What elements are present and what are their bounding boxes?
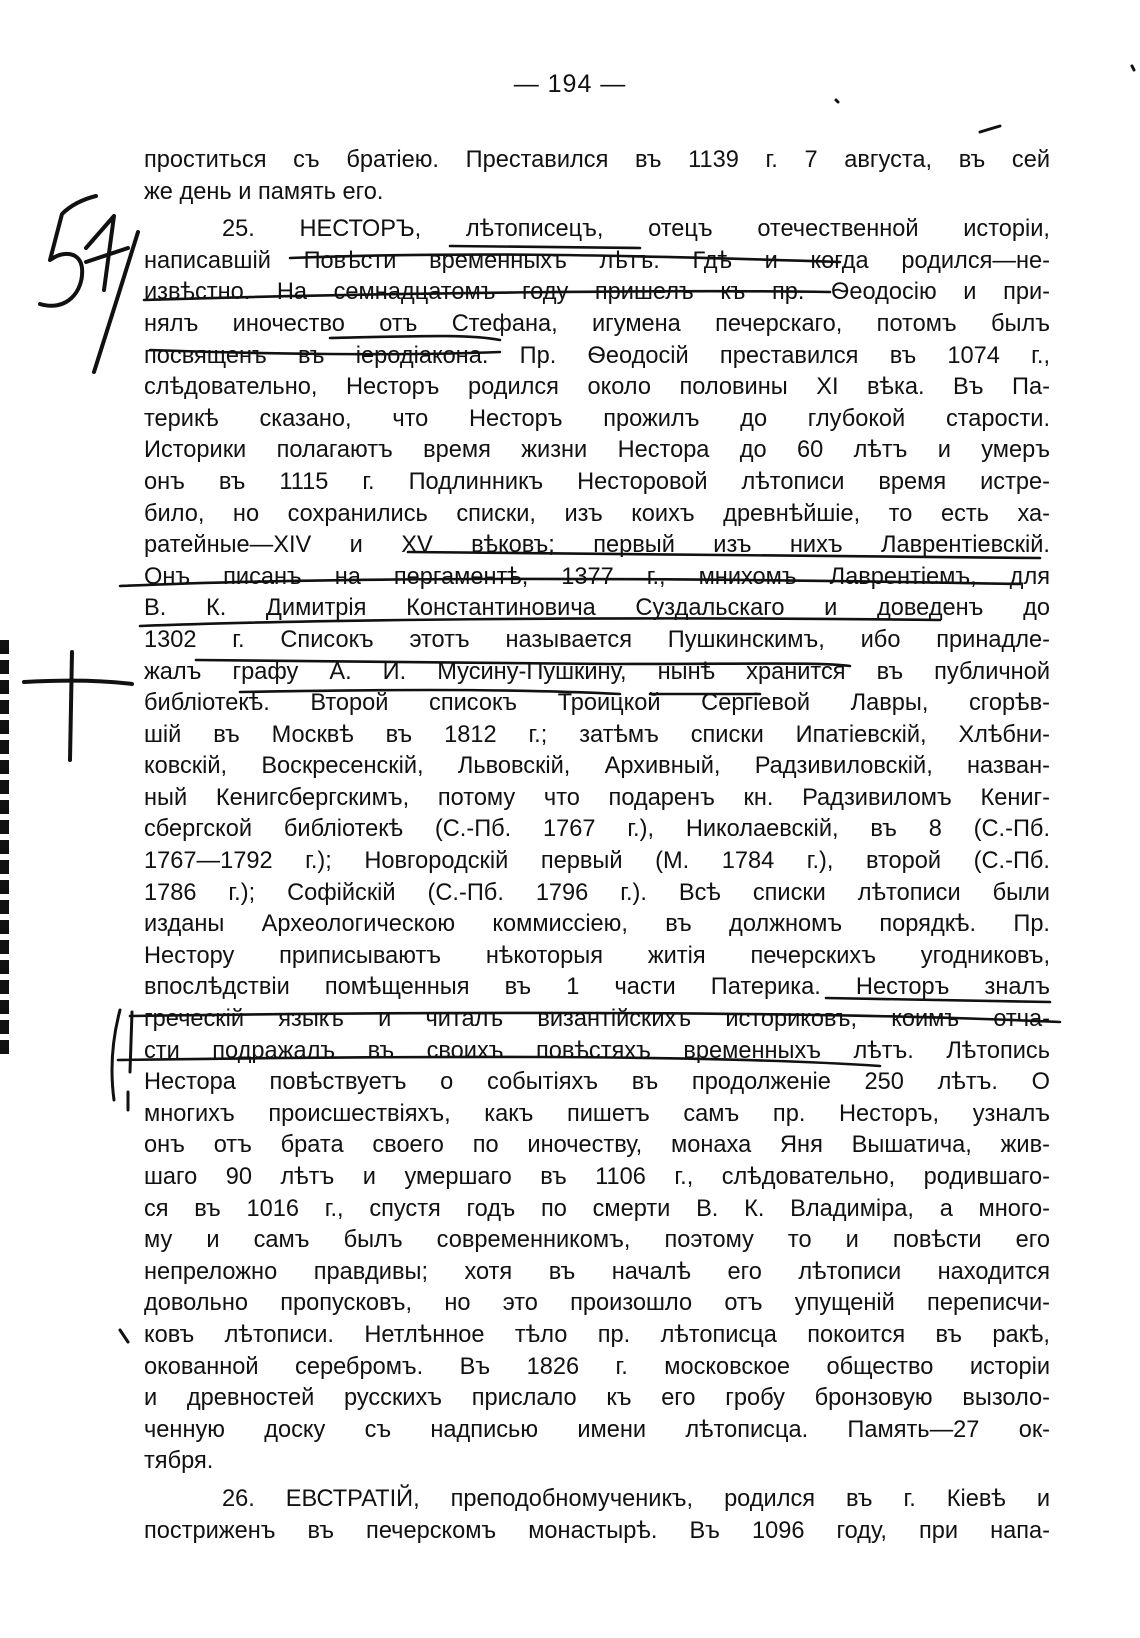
text-line: ковскій, Воскресенскій, Львовскій, Архивный, Радзивиловскій, назван- bbox=[144, 753, 1050, 780]
text-line: постриженъ въ печерскомъ монастырѣ. Въ 1096 году, при напа- bbox=[144, 1517, 1050, 1544]
text-line: ковъ лѣтописи. Нетлѣнное тѣло пр. лѣтописца покоится въ ракѣ, bbox=[144, 1321, 1050, 1348]
text-line: довольно пропусковъ, но это произошло отъ упущеній переписчи- bbox=[144, 1290, 1050, 1317]
text-line: 1302 г. Списокъ этотъ называется Пушкинскимъ, ибо принадле- bbox=[144, 626, 1050, 653]
text-line: многихъ происшествіяхъ, какъ пишетъ самъ пр. Несторъ, узналъ bbox=[144, 1100, 1050, 1127]
text-line: ся въ 1016 г., спустя годъ по смерти В. К. Владиміра, а много- bbox=[144, 1195, 1050, 1222]
handwritten-margin-note bbox=[40, 196, 138, 372]
page-number: — 194 — bbox=[513, 70, 627, 98]
text-line: тября. bbox=[144, 1448, 214, 1475]
text-line: нялъ иночество отъ Стефана, игумена печерскаго, потомъ былъ bbox=[144, 310, 1050, 337]
text-line: шій въ Москвѣ въ 1812 г.; затѣмъ списки Ипатіевскій, Хлѣбни- bbox=[144, 721, 1050, 748]
cross-mark bbox=[24, 652, 132, 760]
paragraph-evstratiy bbox=[144, 1484, 1050, 1547]
text-line: изданы Археологическою коммиссіею, въ должномъ порядкѣ. Пр. bbox=[144, 911, 1050, 938]
text-line: Историки полагаютъ время жизни Нестора до 60 лѣтъ и умеръ bbox=[144, 437, 1050, 464]
text-line: Нестору приписываютъ нѣкоторыя житія печерскихъ угодниковъ, bbox=[144, 942, 1050, 969]
text-line: жалъ графу А. И. Мусину-Пушкину, нынѣ хранится въ публичной bbox=[144, 658, 1050, 685]
text-line: сбергской библіотекѣ (С.-Пб. 1767 г.), Николаевскій, въ 8 (С.-Пб. bbox=[144, 816, 1050, 843]
text-line: ратейные—XIV и XV вѣковъ; первый изъ нихъ Лаврентіевскій. bbox=[144, 532, 1050, 559]
text-line: и древностей русскихъ прислало къ его гробу бронзовую вызоло- bbox=[144, 1385, 1050, 1412]
text-line: написавшій Повѣсти временныхъ лѣтъ. Гдѣ и когда родился—не- bbox=[144, 247, 1050, 274]
paragraph-nestor bbox=[144, 214, 1050, 1478]
margin-bracket bbox=[112, 1010, 132, 1342]
text-line: било, но сохранились списки, изъ коихъ древнѣйшіе, то есть ха- bbox=[144, 500, 1050, 527]
text-line: ный Кенигсбергскимъ, потому что подаренъ кн. Радзивиломъ Кениг- bbox=[144, 784, 1050, 811]
text-line: греческій языкъ и читалъ византійскихъ историковъ, коимъ отча- bbox=[144, 1006, 1050, 1033]
body-text bbox=[144, 145, 1050, 1547]
text-line: 25. НЕСТОРЪ, лѣтописецъ, отецъ отечественной исторіи, bbox=[222, 216, 1050, 243]
text-line: проститься съ братіею. Преставился въ 1139 г. 7 августа, въ сей bbox=[144, 147, 1050, 173]
text-line: непреложно правдивы; хотя въ началѣ его лѣтописи находится bbox=[144, 1258, 1050, 1285]
text-line: В. К. Димитрія Константиновича Суздальскаго и доведенъ до bbox=[144, 595, 1050, 622]
text-line: извѣстно. На семнадцатомъ году пришелъ къ пр. Ѳеодосію и при- bbox=[144, 279, 1050, 306]
text-line: посвященъ въ іеродіакона. Пр. Ѳеодосій преставился въ 1074 г., bbox=[144, 342, 1050, 369]
text-line: Онъ писанъ на пергаментѣ, 1377 г., мнихомъ Лаврентіемъ, для bbox=[144, 563, 1050, 590]
text-line: слѣдовательно, Несторъ родился около половины XI вѣка. Въ Па- bbox=[144, 374, 1050, 401]
text-line: онъ отъ брата своего по иночеству, монаха Яня Вышатича, жив- bbox=[144, 1132, 1050, 1159]
text-line: онъ въ 1115 г. Подлинникъ Несторовой лѣтописи время истре- bbox=[144, 468, 1050, 495]
scan-edge-shadow bbox=[0, 640, 9, 1060]
text-line: 1786 г.); Софійскій (С.-Пб. 1796 г.). Всѣ списки лѣтописи были bbox=[144, 879, 1050, 906]
text-line: же день и память его. bbox=[144, 178, 384, 205]
text-line: му и самъ былъ современникомъ, поэтому то и повѣсти его bbox=[144, 1227, 1050, 1254]
paragraph-continuation bbox=[144, 145, 1050, 208]
text-line: 1767—1792 г.); Новгородскій первый (М. 1784 г.), второй (С.-Пб. bbox=[144, 848, 1050, 875]
text-line: шаго 90 лѣтъ и умершаго въ 1106 г., слѣдовательно, родившаго- bbox=[144, 1164, 1050, 1190]
text-line: сти подражалъ въ своихъ повѣстяхъ временныхъ лѣтъ. Лѣтопись bbox=[144, 1037, 1050, 1064]
text-line: библіотекѣ. Второй списокъ Троицкой Сергіевой Лавры, сгорѣв- bbox=[144, 690, 1050, 717]
text-line: впослѣдствіи помѣщенныя въ 1 части Патерика. Несторъ зналъ bbox=[144, 974, 1050, 1001]
text-line: 26. ЕВСТРАТІЙ, преподобномученикъ, родился въ г. Кіевѣ и bbox=[222, 1485, 1050, 1512]
text-line: терикѣ сказано, что Несторъ прожилъ до глубокой старости. bbox=[144, 405, 1050, 432]
text-line: окованной серебромъ. Въ 1826 г. московское общество исторіи bbox=[144, 1353, 1050, 1380]
text-line: Нестора повѣствуетъ о событіяхъ въ продолженіе 250 лѣтъ. О bbox=[144, 1069, 1050, 1096]
text-line: ченную доску съ надписью имени лѣтописца. Память—27 ок- bbox=[144, 1416, 1050, 1443]
